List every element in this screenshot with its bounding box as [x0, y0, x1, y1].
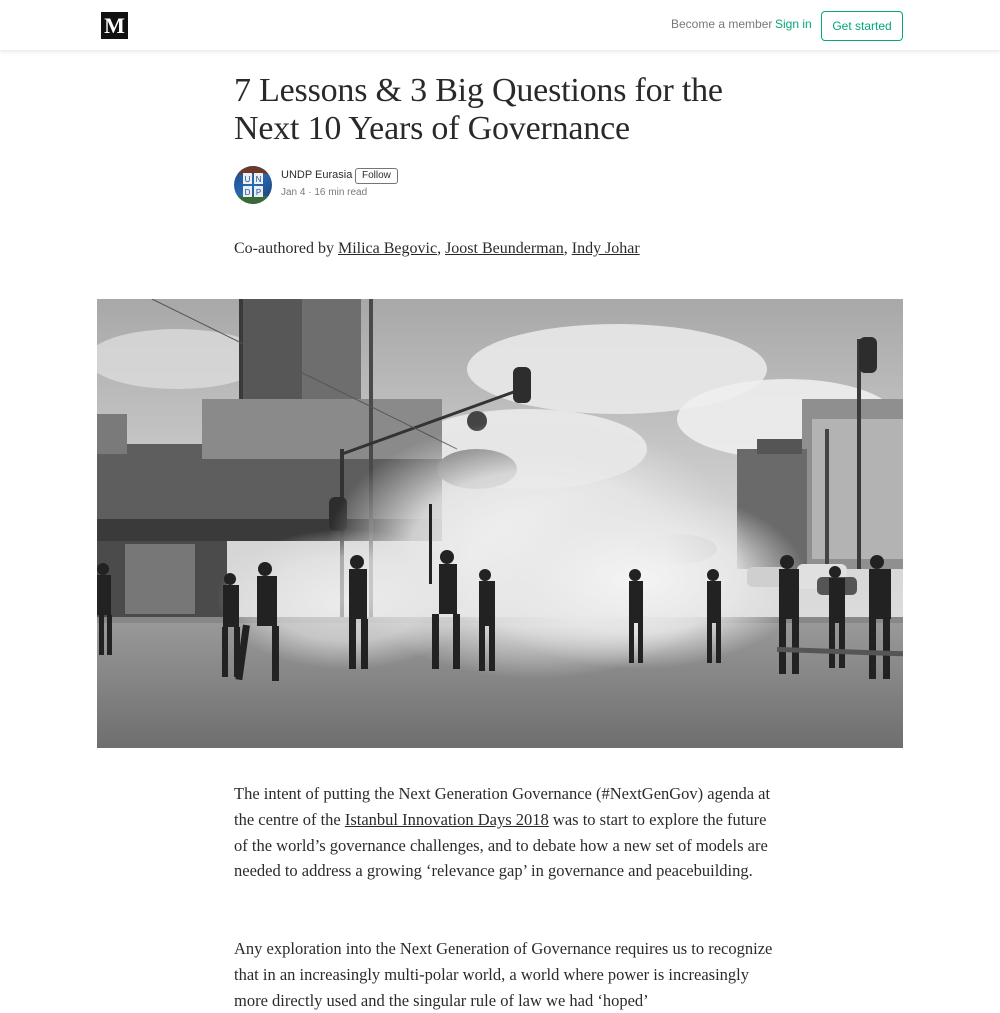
publish-date: Jan 4	[281, 187, 306, 198]
meta-separator: ·	[308, 187, 312, 198]
paragraph-text: was to start to explore the future of the world’s governance challenges, and to debate how a new set of models are needed to address a growing ‘relevance gap’ in governance and peacebuilding.	[234, 809, 768, 881]
coauthor-separator: ,	[563, 240, 572, 257]
paragraph-text: The intent of putting the Next Generation Governance (#NextGenGov) agenda at the centre of the	[234, 784, 771, 829]
coauthor-separator: ,	[437, 240, 446, 257]
avatar-letter: D	[244, 188, 251, 197]
istanbul-innovation-days-link[interactable]: Istanbul Innovation Days 2018	[344, 809, 549, 829]
coauthored-prefix: Co-authored by	[234, 240, 338, 257]
get-started-button[interactable]: Get started	[821, 11, 903, 41]
sign-in-link[interactable]: Sign in	[775, 17, 812, 31]
coauthor-link-indy-johar[interactable]: Indy Johar	[571, 240, 640, 257]
avatar-letter: N	[255, 175, 262, 184]
street-scene-photo	[97, 299, 903, 748]
avatar-letter: P	[255, 188, 262, 197]
coauthor-link-milica-begovic[interactable]: Milica Begovic	[337, 240, 438, 257]
undp-avatar-image	[234, 166, 272, 204]
avatar-letter: U	[244, 175, 251, 184]
article-meta	[281, 187, 367, 198]
body-paragraph	[234, 781, 774, 884]
body-paragraph: Any exploration into the Next Generation of Governance requires us to recognize that in an increasingly multi-polar world, a world where power is increasingly more directly used and the singular rule of law we had ‘hoped’	[234, 939, 773, 1010]
medium-logo-icon[interactable]: M	[101, 12, 128, 39]
read-time: 16 min read	[314, 187, 368, 198]
author-avatar[interactable]	[234, 166, 272, 204]
article-title: 7 Lessons & 3 Big Questions for the Next 10 Years of Governance	[234, 72, 723, 147]
follow-button[interactable]: Follow	[355, 168, 398, 184]
become-member-link[interactable]: Become a member	[671, 17, 773, 31]
coauthored-line	[234, 240, 640, 258]
coauthor-link-joost-beunderman[interactable]: Joost Beunderman	[445, 240, 564, 257]
top-nav-bar	[0, 0, 1000, 51]
hero-image	[97, 299, 903, 748]
author-name-link[interactable]: UNDP Eurasia	[281, 169, 353, 181]
